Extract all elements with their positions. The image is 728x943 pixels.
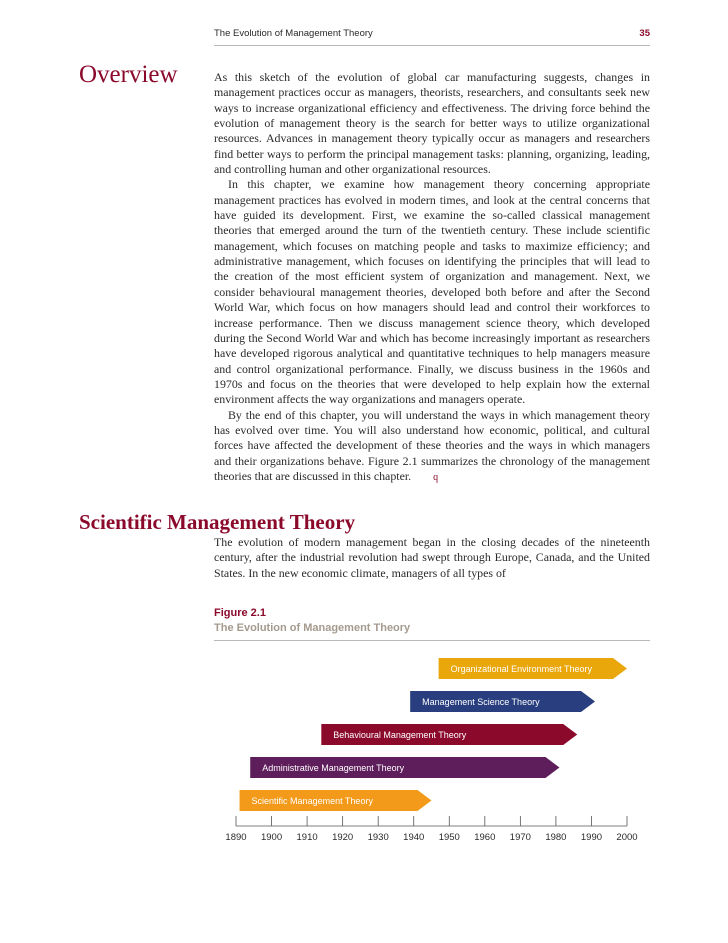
page-number: 35 [639, 28, 650, 39]
figure-number: Figure 2.1 [214, 607, 266, 619]
running-head-title: The Evolution of Management Theory [214, 28, 373, 39]
section-heading: Scientific Management Theory [79, 510, 356, 534]
timeline-bar-label: Organizational Environment Theory [450, 664, 593, 674]
x-axis-tick-label: 1950 [438, 832, 460, 843]
end-mark-icon: q [433, 471, 439, 483]
overview-heading: Overview [79, 61, 178, 88]
x-axis-tick-label: 1890 [225, 832, 247, 843]
timeline-bar-label: Management Science Theory [422, 697, 540, 707]
timeline-bar-label: Administrative Management Theory [262, 763, 405, 773]
x-axis-tick-label: 1990 [580, 832, 603, 843]
timeline-bar-label: Scientific Management Theory [251, 796, 373, 806]
overview-paragraph: As this sketch of the evolution of global car manufacturing suggests, changes in management practices occur as managers, theorists, researchers, and consultants seek new ways to increase organizational efficiency and effectiveness. The driving force behind the evolution of management theory is the search for better ways to utilize organizational resources. Advances in management theory typically occur as managers and researchers find better ways to perform the principal management tasks: planning, organizing, leading, and controlling human and other organizational resources. [214, 70, 650, 177]
overview-paragraph: In this chapter, we examine how management theory concerning appropriate management practices has evolved in modern times, and look at the central concerns that have guided its development. First, we examine the so-called classical management theories that emerged around the turn of the twentieth century. These include scientific management, which focuses on matching people and tasks to maximize efficiency; and administrative management, which focuses on identifying the principles that will lead to the creation of the most efficient system of organization and management. Next, we consider behavioural management theories, developed both before and after the Second World War, which focus on how managers should lead and control their workforces to increase performance. Then we discuss management science theory, which developed during the Second World War and which has become increasingly important as researchers have developed rigorous analytical and quantitative techniques to help managers measure and control organizational performance. Finally, we discuss business in the 1960s and 1970s and focus on the theories that were developed to help explain how the external environment affects the way organizations and managers operate. [214, 177, 650, 407]
figure-title: The Evolution of Management Theory [214, 622, 411, 634]
x-axis-tick-label: 1960 [474, 832, 496, 843]
timeline-bar-label: Behavioural Management Theory [333, 730, 467, 740]
x-axis-tick-label: 1930 [367, 832, 389, 843]
section-paragraph: The evolution of modern management began in the closing decades of the nineteenth century, after the industrial revolution had swept through Europe, Canada, and the United States. In the new economic climate, managers of all types of [214, 535, 650, 580]
x-axis-tick-label: 1910 [296, 832, 318, 843]
overview-paragraph-text: By the end of this chapter, you will understand the ways in which management theory has evolved over time. You will also understand how economic, political, and cultural forces have affected the development of these theories and the ways in which managers and their organizations behave. Figure 2.1 summarizes the chronology of the management theories that are discussed in this chapter. [214, 407, 650, 483]
x-axis-tick-label: 2000 [616, 832, 638, 843]
x-axis-tick-label: 1940 [403, 832, 425, 843]
x-axis-tick-label: 1980 [545, 832, 567, 843]
x-axis-tick-label: 1920 [332, 832, 354, 843]
x-axis-tick-label: 1900 [260, 832, 283, 843]
x-axis-tick-label: 1970 [509, 832, 531, 843]
